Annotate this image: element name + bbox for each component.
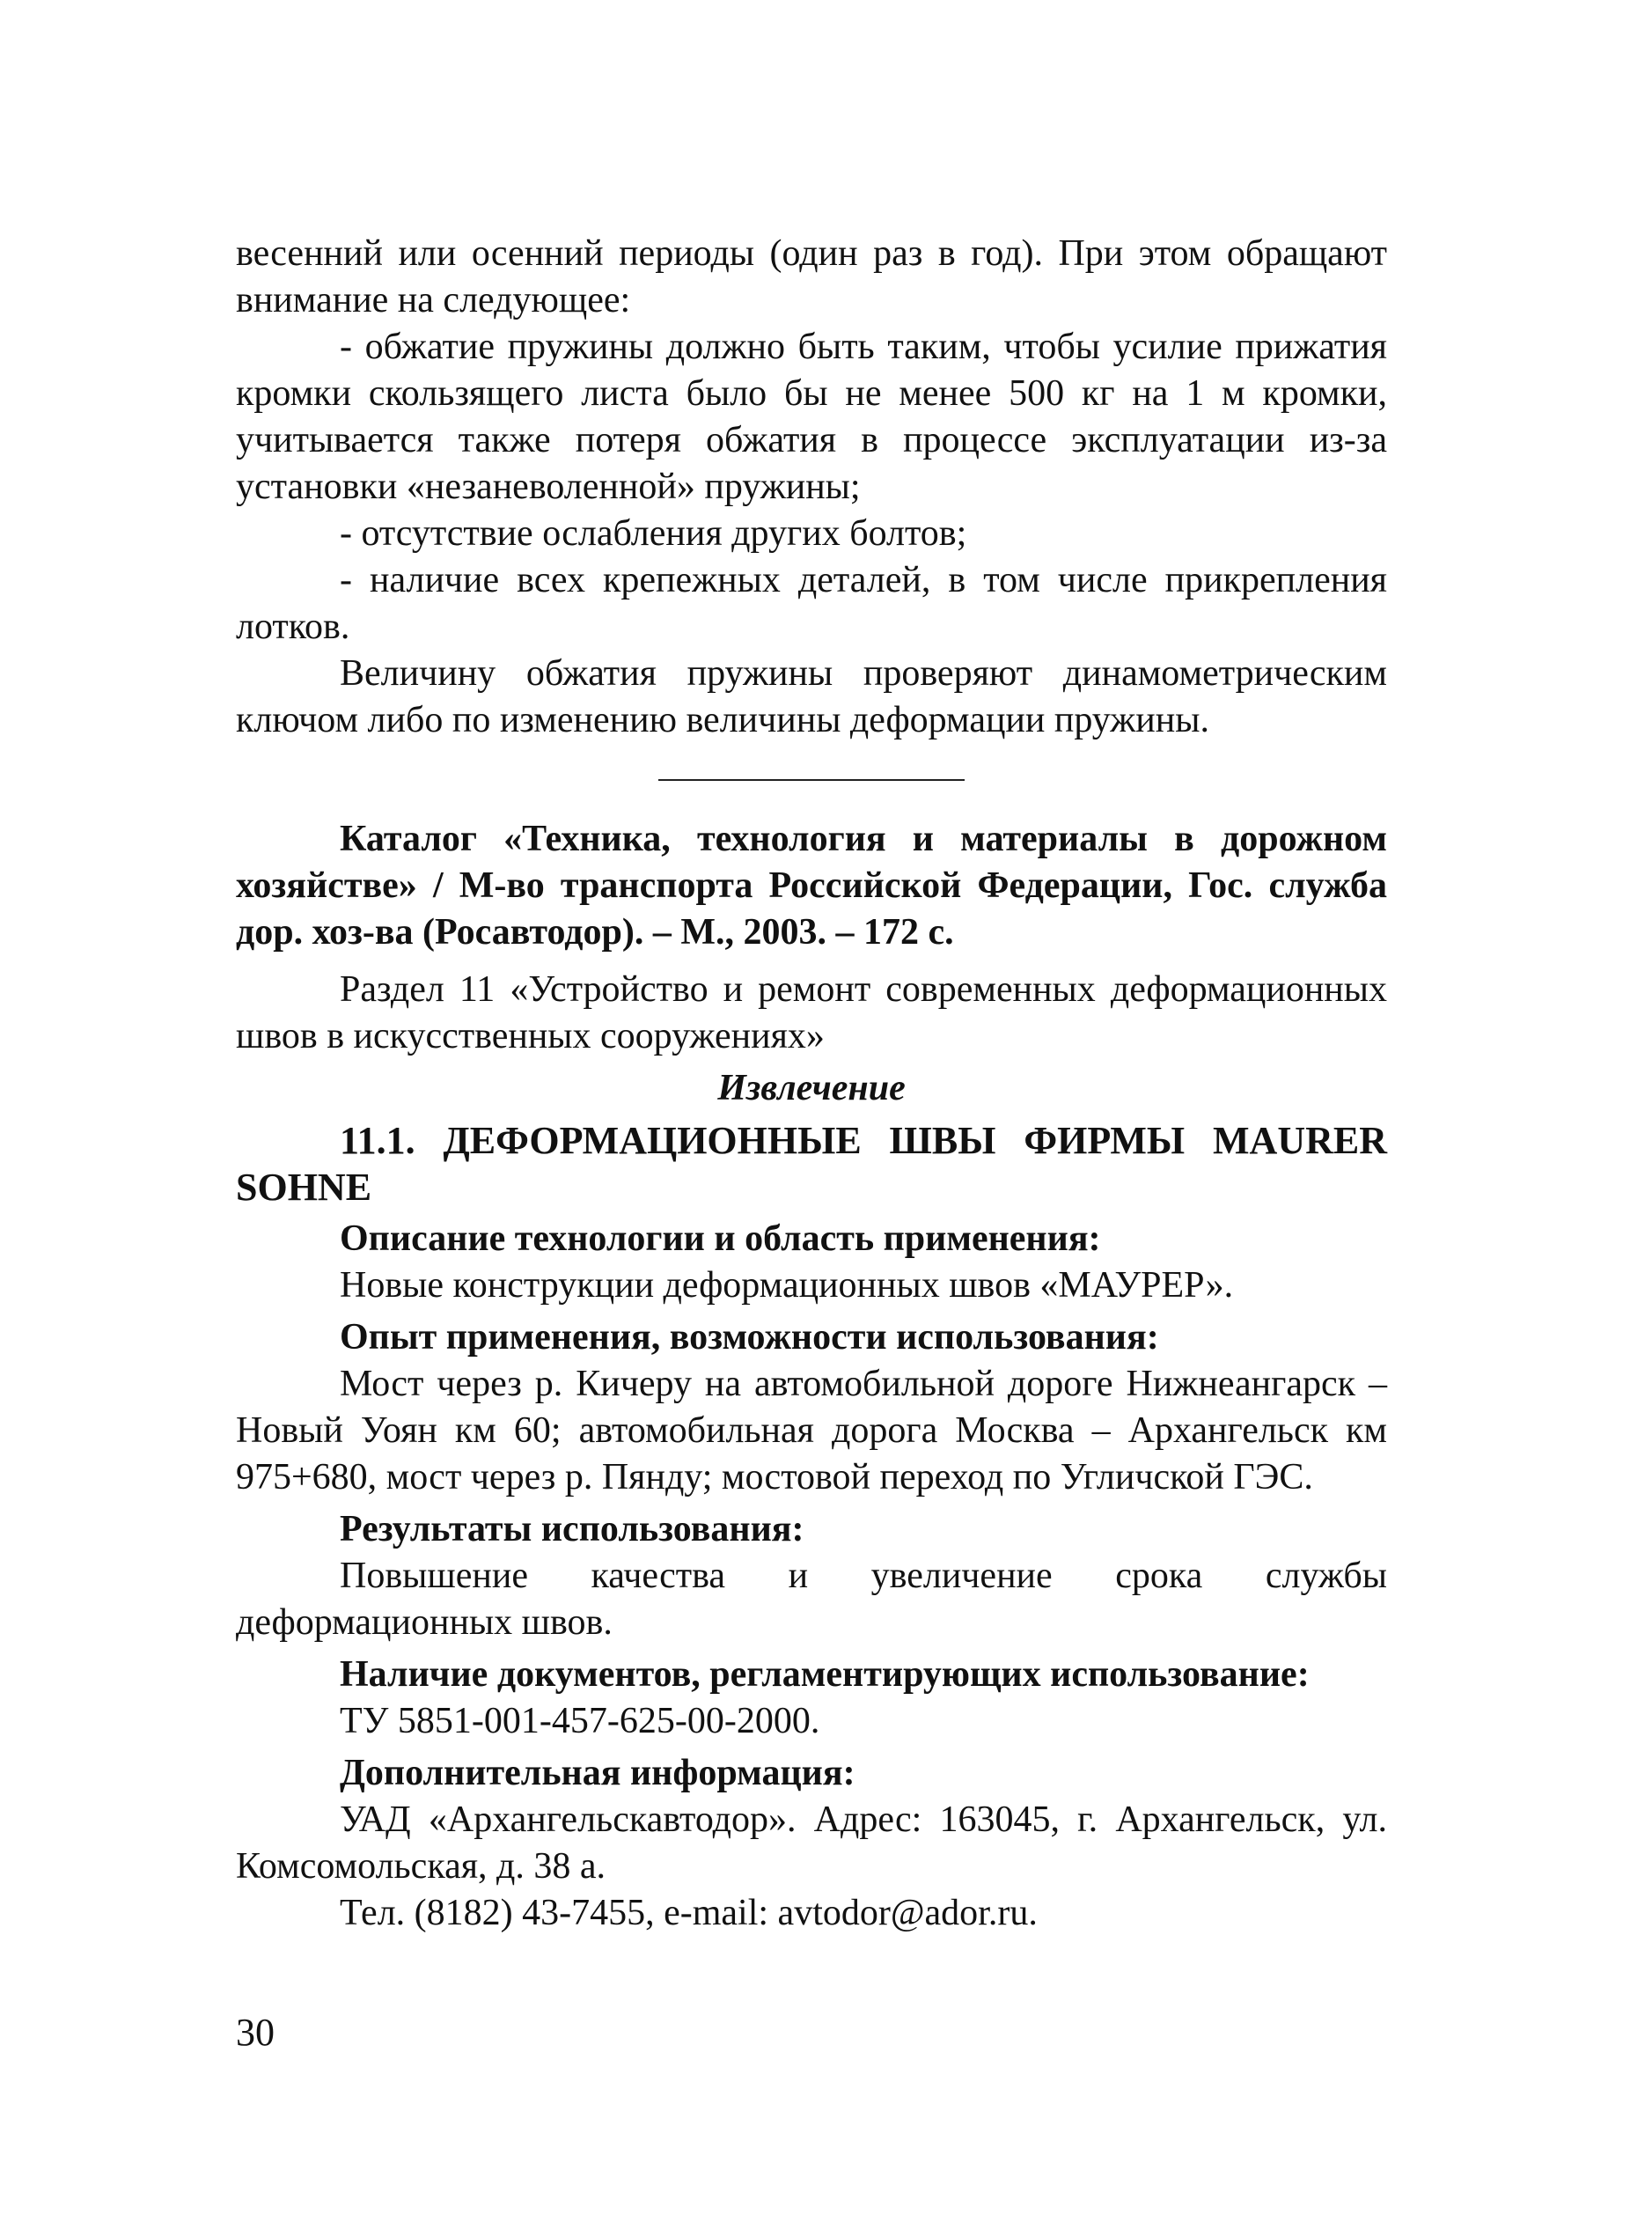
paragraph-check: Величину обжатия пружины проверяют динамометрическим ключом либо по изменению величины деформации пружины.	[236, 653, 1387, 740]
block-text: ТУ 5851-001-457-625-00-2000.	[340, 1701, 820, 1741]
block-text: Повышение качества и увеличение срока службы деформационных швов.	[236, 1556, 1387, 1643]
page-number: 30	[236, 2011, 275, 2054]
block-heading: Дополнительная информация:	[340, 1753, 855, 1793]
block-heading: Описание технологии и область применения:	[340, 1218, 1101, 1259]
block-heading: Опыт применения, возможности использования:	[340, 1317, 1159, 1358]
block-text: Новые конструкции деформационных швов «МАУРЕР».	[340, 1265, 1234, 1306]
paragraph-intro: весенний или осенний периоды (один раз в год). При этом обращают внимание на следующее:	[236, 233, 1387, 320]
divider	[658, 779, 965, 781]
section-intro: Раздел 11 «Устройство и ремонт современных деформационных швов в искусственных сооружениях»	[236, 969, 1387, 1056]
list-item: - обжатие пружины должно быть таким, чтобы усилие прижатия кромки скользящего листа было бы не менее 500 кг на 1 м кромки, учитывается также потеря обжатия в процессе эксплуатации из-за установки «незаневоленной» пружины;	[236, 327, 1387, 507]
list-item: - отсутствие ослабления других болтов;	[340, 513, 967, 554]
catalog-reference: Каталог «Техника, технология и материалы в дорожном хозяйстве» / М-во транспорта Российской Федерации, Гос. служба дор. хоз-ва (Росавтодор). – М., 2003. – 172 с.	[236, 819, 1387, 953]
document-page	[236, 231, 1387, 1937]
block-heading: Результаты использования:	[340, 1509, 804, 1549]
block-heading: Наличие документов, регламентирующих использование:	[340, 1654, 1310, 1695]
section-title: 11.1. ДЕФОРМАЦИОННЫЕ ШВЫ ФИРМЫ MAURER SOHNE	[236, 1119, 1387, 1209]
list-item: - наличие всех крепежных деталей, в том числе прикрепления лотков.	[236, 560, 1387, 647]
extract-label: Извлечение	[717, 1068, 906, 1108]
block-text: УАД «Архангельскавтодор». Адрес: 163045, г. Архангельск, ул. Комсомольская, д. 38 а.	[236, 1799, 1387, 1887]
block-text: Мост через р. Кичеру на автомобильной дороге Нижнеангарск – Новый Уоян км 60; автомобильная дорога Москва – Архангельск км 975+680, мост через р. Пянду; мостовой переход по Угличской ГЭС.	[236, 1364, 1387, 1497]
contact-line: Тел. (8182) 43-7455, e-mail: avtodor@ador.ru.	[340, 1893, 1038, 1933]
